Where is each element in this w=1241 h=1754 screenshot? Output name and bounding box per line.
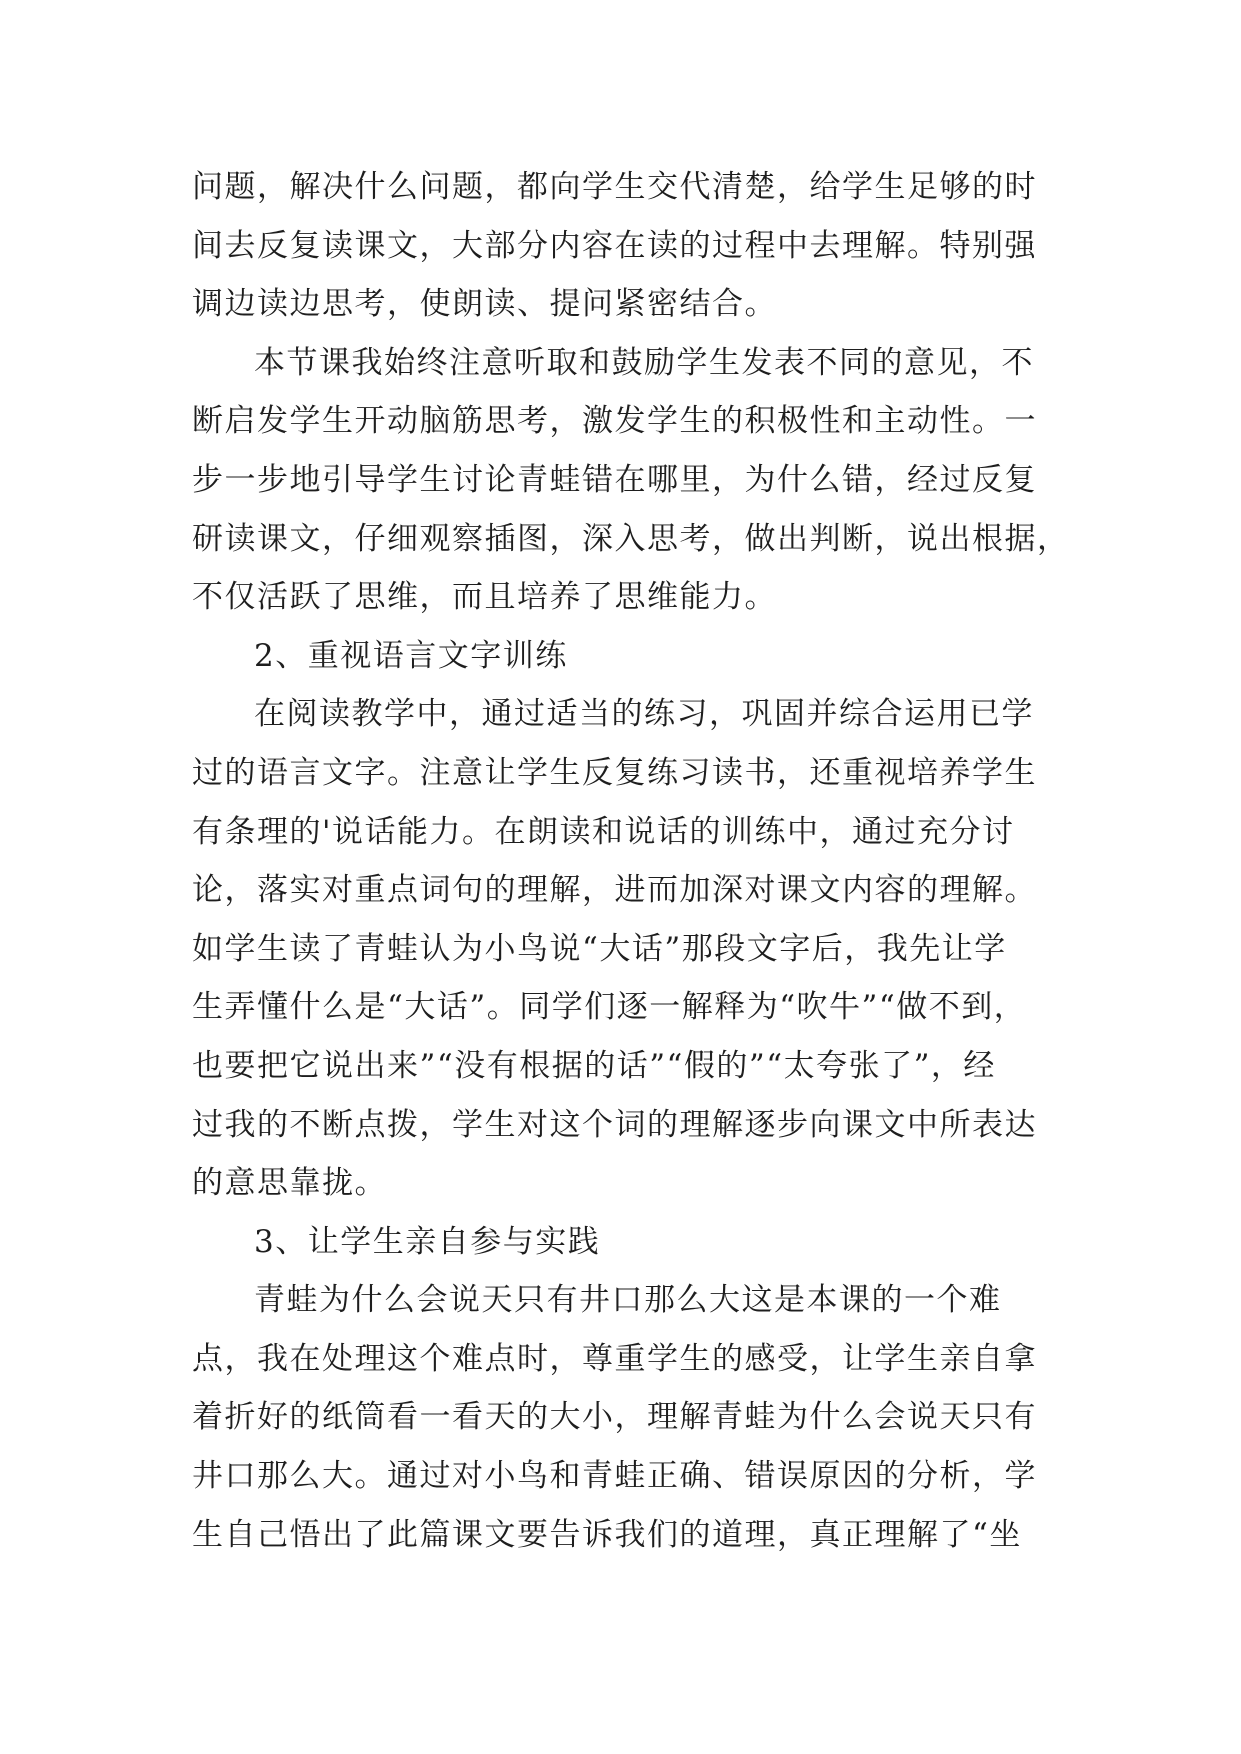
section-heading: 2、重视语言文字训练 [254, 637, 568, 674]
text-line: 生弄懂什么是“大话”。同学们逐一解释为“吹牛”“做不到， [192, 989, 1027, 1026]
text-line: 问题，解决什么问题，都向学生交代清楚，给学生足够的时 [192, 169, 1037, 205]
text-line: 也要把它说出来”“没有根据的话”“假的”“太夸张了”，经 [192, 1047, 996, 1084]
text-line: 调边读边思考，使朗读、提问紧密结合。 [192, 286, 777, 323]
text-line: 过的语言文字。注意让学生反复练习读书，还重视培养学生 [192, 754, 1037, 791]
text-line: 过我的不断点拨，学生对这个词的理解逐步向课文中所表达 [192, 1106, 1037, 1143]
text-line: 井口那么大。通过对小鸟和青蛙正确、错误原因的分析，学 [192, 1458, 1037, 1495]
text-line: 生自己悟出了此篇课文要告诉我们的道理，真正理解了“坐 [192, 1516, 1022, 1553]
text-line: 论，落实对重点词句的理解，进而加深对课文内容的理解。 [192, 872, 1037, 909]
section-heading: 3、让学生亲自参与实践 [254, 1223, 601, 1260]
text-line: 研读课文，仔细观察插图，深入思考，做出判断，说出根据， [192, 520, 1070, 557]
text-line: 的意思靠拢。 [192, 1165, 387, 1202]
text-line: 断启发学生开动脑筋思考，激发学生的积极性和主动性。一 [192, 403, 1037, 440]
text-line: 如学生读了青蛙认为小鸟说“大话”那段文字后，我先让学 [192, 930, 1007, 967]
text-line: 青蛙为什么会说天只有井口那么大这是本课的一个难 [254, 1282, 1002, 1319]
document-body [192, 158, 1070, 1564]
text-line: 间去反复读课文，大部分内容在读的过程中去理解。特别强 [192, 227, 1037, 264]
text-line: 着折好的纸筒看一看天的大小，理解青蛙为什么会说天只有 [192, 1399, 1037, 1436]
text-line: 步一步地引导学生讨论青蛙错在哪里，为什么错，经过反复 [192, 461, 1037, 498]
text-line: 在阅读教学中，通过适当的练习，巩固并综合运用已学 [254, 696, 1034, 733]
text-line: 本节课我始终注意听取和鼓励学生发表不同的意见，不 [254, 344, 1034, 381]
text-line: 点，我在处理这个难点时，尊重学生的感受，让学生亲自拿 [192, 1340, 1037, 1377]
text-line: 有条理的'说话能力。在朗读和说话的训练中，通过充分讨 [192, 813, 1015, 850]
text-line: 不仅活跃了思维，而且培养了思维能力。 [192, 579, 777, 616]
